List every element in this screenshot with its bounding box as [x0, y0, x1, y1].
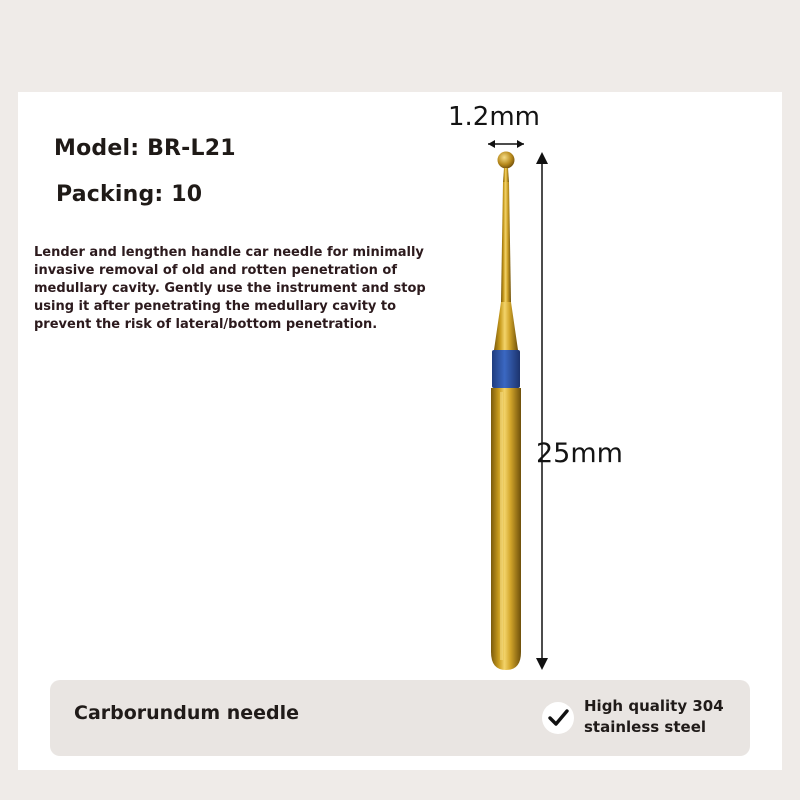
- product-name: Carborundum needle: [74, 702, 300, 724]
- checkmark-icon: [542, 702, 574, 734]
- feature-panel: [50, 680, 750, 756]
- needle: [491, 152, 521, 671]
- width-arrow: [488, 140, 524, 148]
- packing-label: Packing: 10: [56, 182, 203, 207]
- quality-text: High quality 304 stainless steel: [584, 697, 724, 736]
- product-description: Lender and lengthen handle car needle for minimally invasive removal of old and rotten penetration of medullary cavity. Gently use the instrument and stop using it after penetrating the medullary cavity to prevent the risk of lateral/bottom penetration.: [34, 245, 426, 332]
- needle-illustration: [448, 92, 578, 692]
- length-label: 25mm: [536, 438, 623, 469]
- length-arrow: [536, 152, 548, 670]
- model-label: Model: BR-L21: [54, 136, 236, 161]
- tip-diameter-label: 1.2mm: [448, 102, 541, 132]
- product-card: [18, 92, 782, 770]
